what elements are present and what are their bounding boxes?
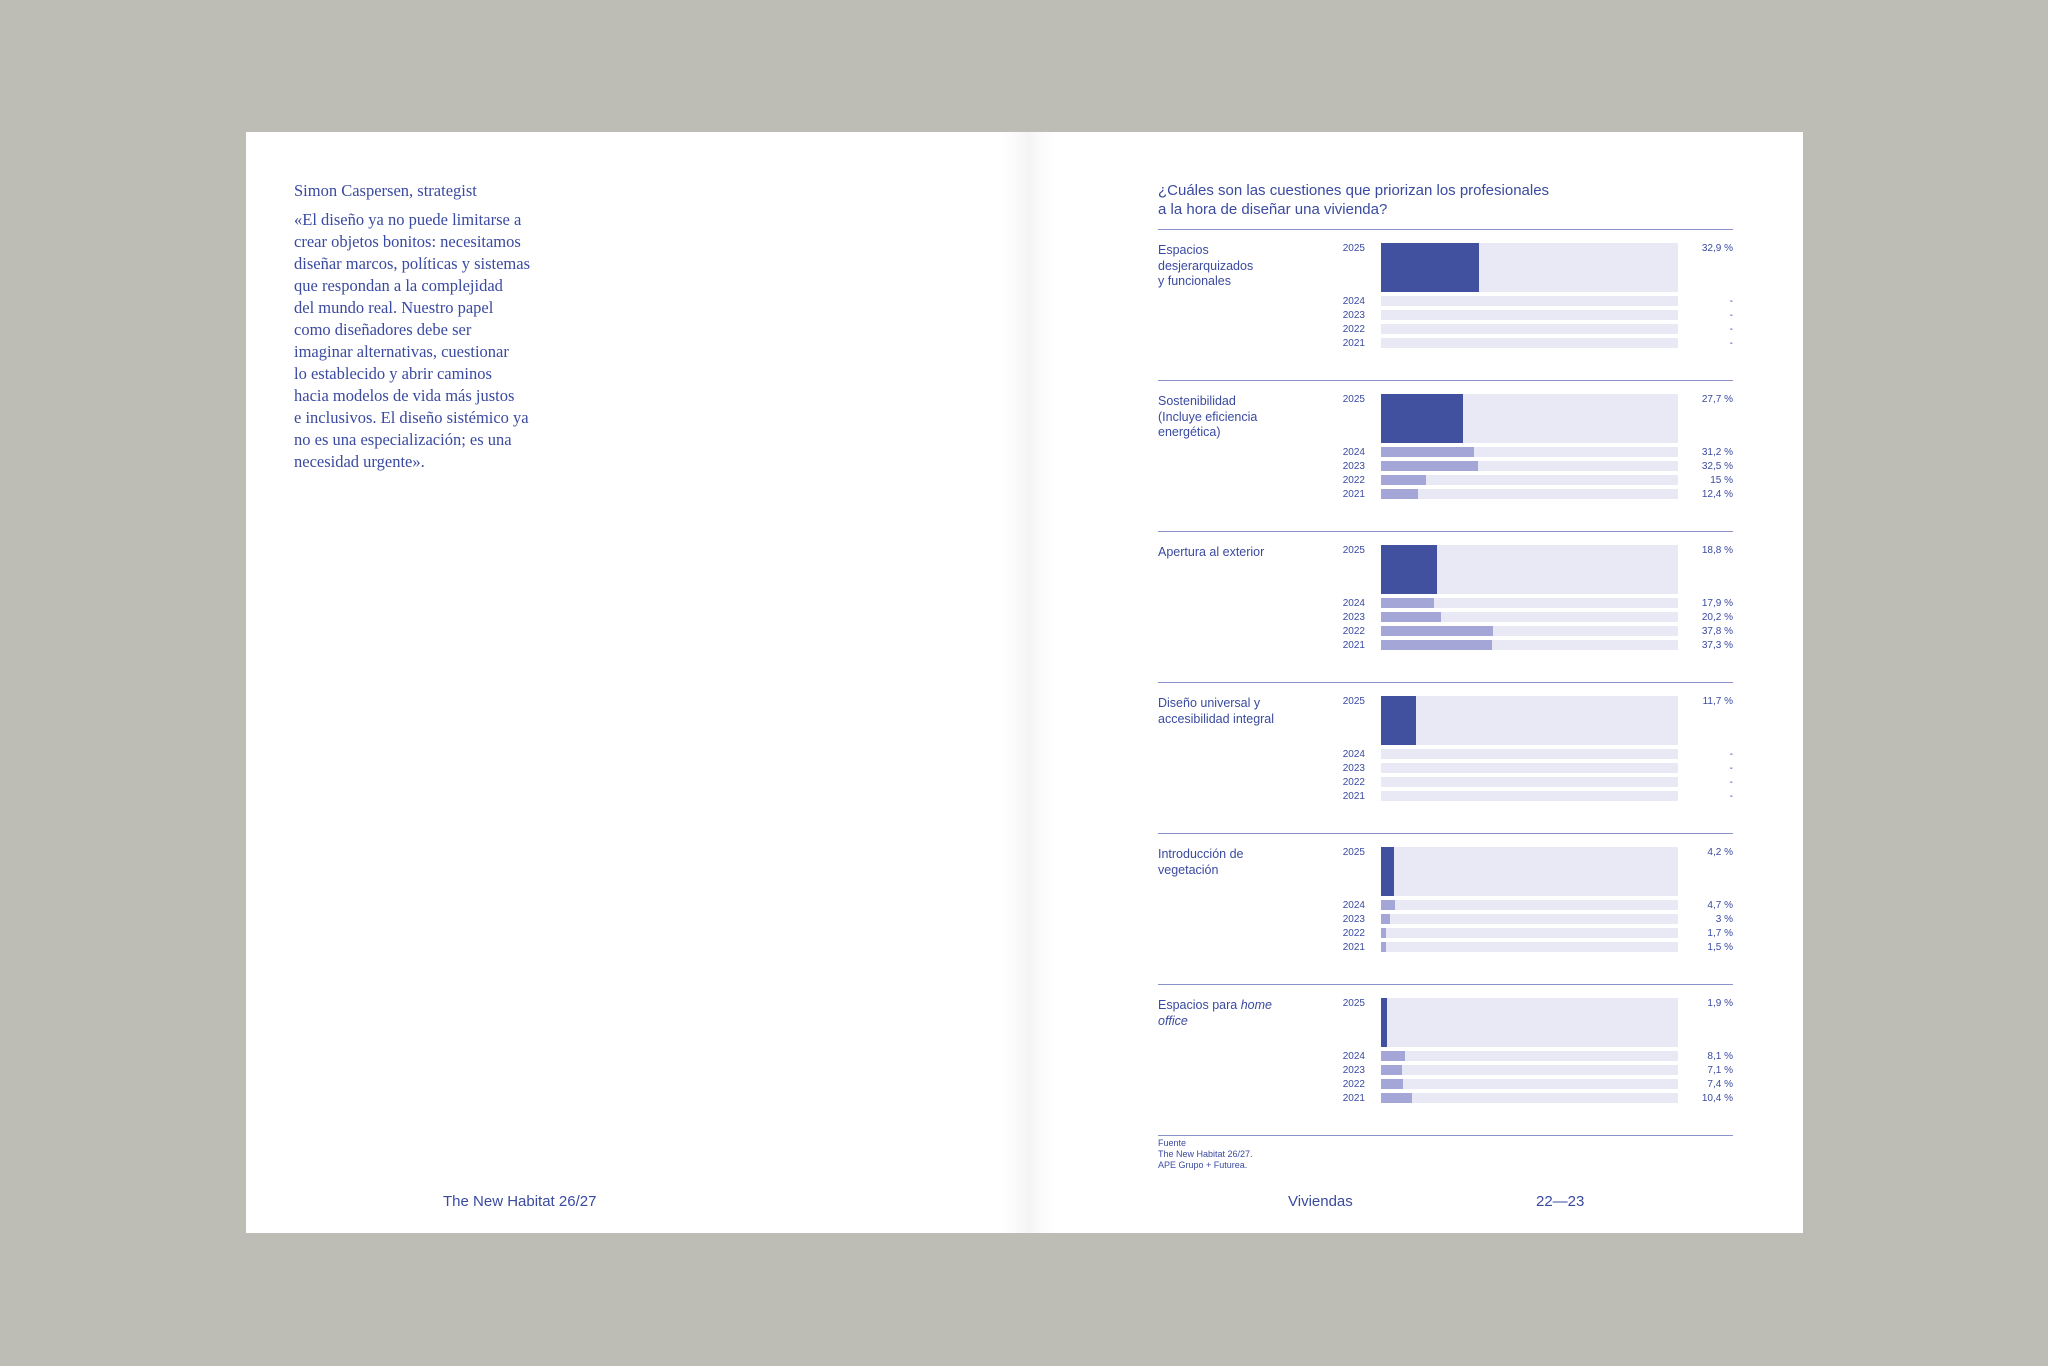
year-label: 2024 bbox=[1342, 900, 1365, 911]
bar-2022 bbox=[1381, 475, 1426, 485]
bar-track bbox=[1381, 998, 1678, 1047]
bar-track bbox=[1381, 1051, 1678, 1061]
bar-chart bbox=[1158, 230, 1733, 1136]
bar-track bbox=[1381, 777, 1678, 787]
value-label: - bbox=[1729, 791, 1733, 802]
value-label: 17,9 % bbox=[1701, 598, 1733, 609]
bar-track bbox=[1381, 545, 1678, 594]
value-label: 27,7 % bbox=[1701, 394, 1733, 405]
bar-track bbox=[1381, 338, 1678, 348]
bar-2021 bbox=[1381, 640, 1492, 650]
quote-line: lo establecido y abrir caminos bbox=[294, 364, 492, 383]
bar-track bbox=[1381, 598, 1678, 608]
right-page bbox=[1024, 132, 1803, 1233]
chart-group bbox=[1158, 381, 1733, 532]
group-label bbox=[1158, 847, 1323, 878]
year-label: 2023 bbox=[1342, 914, 1365, 925]
bar-2025 bbox=[1381, 696, 1416, 745]
year-label: 2025 bbox=[1342, 545, 1365, 556]
bar-2024 bbox=[1381, 1051, 1405, 1061]
value-label: 37,8 % bbox=[1701, 626, 1733, 637]
bar-track bbox=[1381, 1093, 1678, 1103]
year-label: 2023 bbox=[1342, 1065, 1365, 1076]
value-label: - bbox=[1729, 763, 1733, 774]
year-label: 2024 bbox=[1342, 296, 1365, 307]
group-label-line: Diseño universal y bbox=[1158, 696, 1261, 710]
quote-line: hacia modelos de vida más justos bbox=[294, 386, 515, 405]
year-label: 2024 bbox=[1342, 1051, 1365, 1062]
bar-2025 bbox=[1381, 545, 1437, 594]
bar-track bbox=[1381, 612, 1678, 622]
source-line: APE Grupo + Futurea. bbox=[1158, 1160, 1248, 1170]
value-label: - bbox=[1729, 324, 1733, 335]
bar-2023 bbox=[1381, 1065, 1402, 1075]
group-label bbox=[1158, 696, 1323, 727]
bar-track bbox=[1381, 696, 1678, 745]
year-label: 2023 bbox=[1342, 310, 1365, 321]
year-label: 2023 bbox=[1342, 763, 1365, 774]
source-line: Fuente bbox=[1158, 1138, 1187, 1148]
year-label: 2022 bbox=[1342, 475, 1365, 486]
chart-group bbox=[1158, 985, 1733, 1136]
page-numbers: 22—23 bbox=[1536, 1193, 1585, 1210]
year-label: 2021 bbox=[1342, 791, 1365, 802]
value-label: 18,8 % bbox=[1701, 545, 1733, 556]
quote-line: imaginar alternativas, cuestionar bbox=[294, 342, 509, 361]
bar-2023 bbox=[1381, 461, 1478, 471]
value-label: 10,4 % bbox=[1701, 1093, 1733, 1104]
bar-track bbox=[1381, 1065, 1678, 1075]
bar-track bbox=[1381, 324, 1678, 334]
value-label: - bbox=[1729, 310, 1733, 321]
chart-group bbox=[1158, 532, 1733, 683]
bar-track bbox=[1381, 296, 1678, 306]
group-label bbox=[1158, 394, 1323, 441]
group-label-italic: office bbox=[1158, 1013, 1188, 1028]
year-label: 2022 bbox=[1342, 324, 1365, 335]
bar-2021 bbox=[1381, 1093, 1412, 1103]
year-label: 2025 bbox=[1342, 847, 1365, 858]
value-label: - bbox=[1729, 749, 1733, 760]
value-label: 7,4 % bbox=[1707, 1079, 1733, 1090]
quote-text bbox=[294, 209, 584, 473]
year-label: 2025 bbox=[1342, 394, 1365, 405]
group-label-line: (Incluye eficiencia bbox=[1158, 409, 1258, 424]
group-label-line: y funcionales bbox=[1158, 274, 1231, 288]
group-label-line: Introducción de bbox=[1158, 847, 1244, 861]
group-label-line: accesibilidad integral bbox=[1158, 711, 1275, 726]
quote-line: como diseñadores debe ser bbox=[294, 320, 472, 339]
year-label: 2021 bbox=[1342, 489, 1365, 500]
bar-track bbox=[1381, 475, 1678, 485]
year-label: 2022 bbox=[1342, 777, 1365, 788]
chart-group bbox=[1158, 230, 1733, 381]
bar-track bbox=[1381, 763, 1678, 773]
bar-track bbox=[1381, 900, 1678, 910]
value-label: 1,7 % bbox=[1707, 928, 1733, 939]
bar-track bbox=[1381, 914, 1678, 924]
bar-2024 bbox=[1381, 598, 1434, 608]
bar-2025 bbox=[1381, 998, 1387, 1047]
year-label: 2024 bbox=[1342, 447, 1365, 458]
bar-2022 bbox=[1381, 1079, 1403, 1089]
value-label: 12,4 % bbox=[1701, 489, 1733, 500]
value-label: 4,2 % bbox=[1707, 847, 1733, 858]
year-label: 2021 bbox=[1342, 338, 1365, 349]
question-line: ¿Cuáles son las cuestiones que priorizan los profesionales bbox=[1158, 182, 1550, 199]
value-label: 15 % bbox=[1710, 475, 1733, 486]
value-label: 1,5 % bbox=[1707, 942, 1733, 953]
quote-line: no es una especialización; es una bbox=[294, 430, 512, 449]
year-label: 2022 bbox=[1342, 928, 1365, 939]
bar-track bbox=[1381, 626, 1678, 636]
group-label-line: Sostenibilidad bbox=[1158, 394, 1236, 408]
section-footer: Viviendas bbox=[1288, 1193, 1353, 1210]
quote-line: crear objetos bonitos: necesitamos bbox=[294, 232, 521, 251]
bar-2024 bbox=[1381, 900, 1395, 910]
bar-track bbox=[1381, 489, 1678, 499]
chart-group bbox=[1158, 834, 1733, 985]
bar-2022 bbox=[1381, 928, 1386, 938]
quote-line: e inclusivos. El diseño sistémico ya bbox=[294, 408, 529, 427]
year-label: 2021 bbox=[1342, 640, 1365, 651]
group-label-line: Espacios para home bbox=[1158, 998, 1272, 1012]
bar-track bbox=[1381, 640, 1678, 650]
left-page bbox=[246, 132, 1024, 1233]
bar-track bbox=[1381, 791, 1678, 801]
value-label: 3 % bbox=[1715, 914, 1733, 925]
publication-footer: The New Habitat 26/27 bbox=[443, 1193, 597, 1210]
bar-2021 bbox=[1381, 942, 1386, 952]
year-label: 2025 bbox=[1342, 243, 1365, 254]
quote-line: «El diseño ya no puede limitarse a bbox=[294, 210, 522, 229]
year-label: 2025 bbox=[1342, 696, 1365, 707]
bar-2023 bbox=[1381, 914, 1390, 924]
group-label bbox=[1158, 243, 1323, 290]
source-note bbox=[1158, 1138, 1253, 1171]
bar-track bbox=[1381, 461, 1678, 471]
chart-group bbox=[1158, 683, 1733, 834]
quote-line: que respondan a la complejidad bbox=[294, 276, 503, 295]
quote-author: Simon Caspersen, strategist bbox=[294, 181, 477, 200]
value-label: - bbox=[1729, 338, 1733, 349]
group-label bbox=[1158, 998, 1323, 1029]
value-label: 11,7 % bbox=[1702, 696, 1733, 707]
year-label: 2023 bbox=[1342, 612, 1365, 623]
group-label-line bbox=[1158, 1014, 1323, 1030]
bar-2025 bbox=[1381, 243, 1479, 292]
group-label-line: vegetación bbox=[1158, 862, 1219, 877]
value-label: 37,3 % bbox=[1701, 640, 1733, 651]
bar-track bbox=[1381, 447, 1678, 457]
group-label-line: desjerarquizados bbox=[1158, 258, 1254, 273]
year-label: 2024 bbox=[1342, 749, 1365, 760]
quote-line: del mundo real. Nuestro papel bbox=[294, 298, 494, 317]
bar-2023 bbox=[1381, 612, 1441, 622]
value-label: - bbox=[1729, 777, 1733, 788]
value-label: 8,1 % bbox=[1707, 1051, 1733, 1062]
value-label: 20,2 % bbox=[1701, 612, 1733, 623]
bar-2024 bbox=[1381, 447, 1474, 457]
bar-track bbox=[1381, 310, 1678, 320]
magazine-spread bbox=[246, 132, 1803, 1233]
group-label-line: Espacios bbox=[1158, 243, 1209, 257]
value-label: 32,5 % bbox=[1701, 461, 1733, 472]
bar-track bbox=[1381, 243, 1678, 292]
value-label: 32,9 % bbox=[1701, 243, 1733, 254]
quote-line: necesidad urgente». bbox=[294, 452, 425, 471]
bar-2025 bbox=[1381, 394, 1463, 443]
chart-question bbox=[1158, 181, 1549, 219]
group-label-italic: home bbox=[1240, 998, 1272, 1012]
bar-2025 bbox=[1381, 847, 1394, 896]
bar-track bbox=[1381, 394, 1678, 443]
value-label: 4,7 % bbox=[1707, 900, 1733, 911]
year-label: 2021 bbox=[1342, 942, 1365, 953]
value-label: 7,1 % bbox=[1707, 1065, 1733, 1076]
bar-2022 bbox=[1381, 626, 1493, 636]
question-line: a la hora de diseñar una vivienda? bbox=[1158, 201, 1388, 218]
value-label: 31,2 % bbox=[1701, 447, 1733, 458]
bar-track bbox=[1381, 942, 1678, 952]
value-label: - bbox=[1729, 296, 1733, 307]
bar-track bbox=[1381, 749, 1678, 759]
bar-2021 bbox=[1381, 489, 1418, 499]
year-label: 2021 bbox=[1342, 1093, 1365, 1104]
value-label: 1,9 % bbox=[1707, 998, 1733, 1009]
group-label bbox=[1158, 545, 1323, 561]
source-line: The New Habitat 26/27. bbox=[1158, 1149, 1253, 1159]
group-label-line: energética) bbox=[1158, 425, 1221, 439]
year-label: 2022 bbox=[1342, 626, 1365, 637]
year-label: 2022 bbox=[1342, 1079, 1365, 1090]
year-label: 2023 bbox=[1342, 461, 1365, 472]
group-label-line: Apertura al exterior bbox=[1158, 545, 1265, 559]
bar-track bbox=[1381, 847, 1678, 896]
spine-shadow bbox=[1001, 132, 1056, 1233]
year-label: 2024 bbox=[1342, 598, 1365, 609]
bar-track bbox=[1381, 1079, 1678, 1089]
bar-track bbox=[1381, 928, 1678, 938]
year-label: 2025 bbox=[1342, 998, 1365, 1009]
quote-line: diseñar marcos, políticas y sistemas bbox=[294, 254, 530, 273]
